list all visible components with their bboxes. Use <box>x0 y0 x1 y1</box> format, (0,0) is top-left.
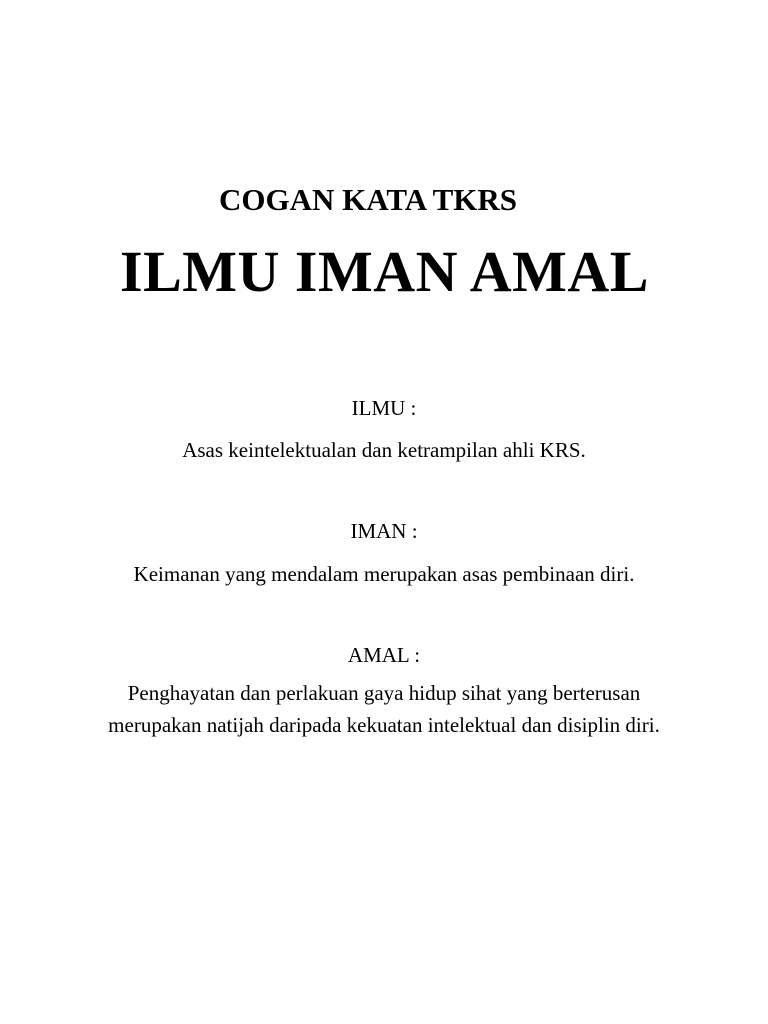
motto-label: COGAN KATA TKRS <box>219 182 517 217</box>
page-title: ILMU IMAN AMAL <box>120 239 649 304</box>
section-heading-ilmu: ILMU : <box>351 396 417 420</box>
section-heading-iman: IMAN : <box>350 519 418 543</box>
section-text-iman: Keimanan yang mendalam merupakan asas pembinaan diri. <box>133 562 635 586</box>
section-text-amal: Penghayatan dan perlakuan gaya hidup sihat yang berterusan merupakan natijah daripada kekuatan intelektual dan disiplin diri. <box>108 681 660 737</box>
section-heading-amal: AMAL : <box>347 643 421 667</box>
section-text-ilmu: Asas keintelektualan dan ketrampilan ahli KRS. <box>182 438 586 462</box>
